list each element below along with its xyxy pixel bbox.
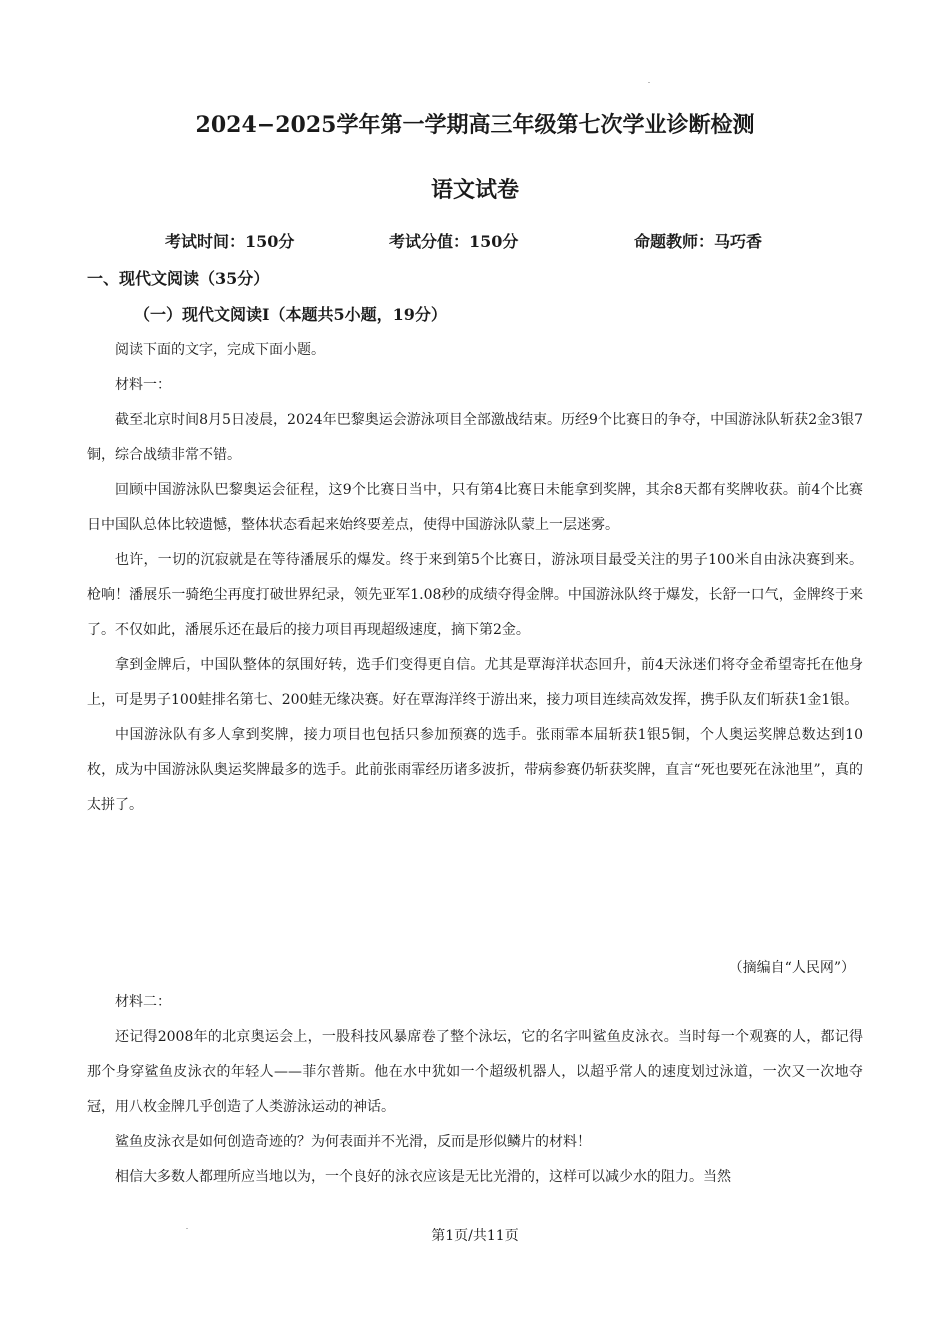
exam-subtitle: 语文试卷 (430, 177, 519, 203)
scan-dot (648, 82, 650, 83)
page-footer: 第1页/共11页 (431, 1228, 519, 1244)
instruction-text: 阅读下面的文字，完成下面小题。 (115, 342, 325, 358)
material-2-paragraph: 还记得2008年的北京奥运会上，一股科技风暴席卷了整个泳坛，它的名字叫鲨鱼皮泳衣。当时每一个观赛的人，都记得那个身穿鲨鱼皮泳衣的年轻人——菲尔普斯。他在水中犹如一个超级机器人，以超乎常人的速度划过泳道，一次又一次地夺冠，用八枚金牌几乎创造了人类游泳运动的神话。 (87, 1029, 863, 1115)
material-1-paragraph: 拿到金牌后，中国队整体的氛围好转，选手们变得更自信。尤其是覃海洋状态回升，前4天泳迷们将夺金希望寄托在他身上，可是男子100蛙排名第七、200蛙无缘决赛。好在覃海洋终于游出来，接力项目连续高效发挥，携手队友们斩获1金1银。 (87, 657, 863, 708)
reading-body (87, 333, 863, 823)
section-subheading: （一）现代文阅读Ⅰ（本题共5小题，19分） (134, 305, 447, 324)
material-1-source: （摘编自“人民网”） (728, 960, 855, 976)
section-heading: 一、现代文阅读（35分） (87, 269, 270, 288)
material-2-paragraph: 相信大多数人都理所应当地以为，一个良好的泳衣应该是无比光滑的，这样可以减少水的阻力。当然 (115, 1169, 731, 1185)
material-2-label: 材料二： (115, 994, 171, 1010)
reading-body-2 (87, 985, 863, 1195)
exam-time: 考试时间：150分 (165, 232, 295, 251)
exam-score: 考试分值：150分 (389, 232, 519, 251)
material-1-paragraph: 回顾中国游泳队巴黎奥运会征程，这9个比赛日当中，只有第4比赛日未能拿到奖牌，其余8天都有奖牌收获。前4个比赛日中国队总体比较遗憾，整体状态看起来始终要差点，使得中国游泳队蒙上一层迷雾。 (87, 482, 863, 533)
material-1-paragraph: 中国游泳队有多人拿到奖牌，接力项目也包括只参加预赛的选手。张雨霏本届斩获1银5铜，个人奥运奖牌总数达到10枚，成为中国游泳队奥运奖牌最多的选手。此前张雨霏经历诸多波折，带病参赛仍斩获奖牌，直言“死也要死在泳池里”，真的太拼了。 (87, 727, 863, 813)
material-2-paragraph: 鲨鱼皮泳衣是如何创造奇迹的？为何表面并不光滑，反而是形似鳞片的材料！ (115, 1134, 591, 1150)
exam-teacher: 命题教师：马巧香 (634, 232, 763, 251)
material-1-paragraph: 截至北京时间8月5日凌晨，2024年巴黎奥运会游泳项目全部激战结束。历经9个比赛日的争夺，中国游泳队斩获2金3银7铜，综合战绩非常不错。 (87, 412, 863, 463)
exam-title: 2024−2025学年第一学期高三年级第七次学业诊断检测 (195, 112, 755, 138)
material-1-label: 材料一： (115, 377, 171, 393)
material-1-paragraph: 也许，一切的沉寂就是在等待潘展乐的爆发。终于来到第5个比赛日，游泳项目最受关注的男子100米自由泳决赛到来。枪响！潘展乐一骑绝尘再度打破世界纪录，领先亚军1.08秒的成绩夺得金牌。中国游泳队终于爆发，长舒一口气，金牌终于来了。不仅如此，潘展乐还在最后的接力项目再现超级速度，摘下第2金。 (87, 552, 863, 638)
